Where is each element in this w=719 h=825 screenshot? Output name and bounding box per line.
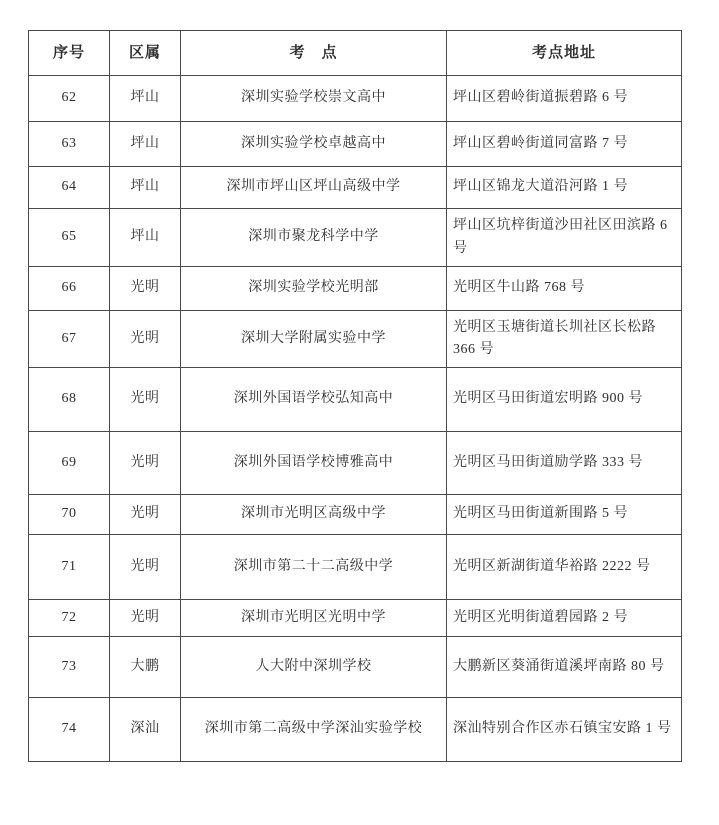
exam-site-cell: 深圳市光明区高级中学: [181, 495, 447, 535]
header-district: 区属: [110, 31, 181, 76]
row-number-cell: 70: [29, 495, 110, 535]
district-cell: 光明: [110, 267, 181, 311]
table-row: [29, 368, 682, 432]
district-cell: 坪山: [110, 209, 181, 267]
table-row: [29, 495, 682, 535]
exam-site-address-cell: 坪山区坑梓街道沙田社区田滨路 6 号: [447, 209, 682, 267]
row-number-cell: 71: [29, 535, 110, 600]
row-number-cell: 68: [29, 368, 110, 432]
table-row: [29, 535, 682, 600]
header-site: 考 点: [181, 31, 447, 76]
table-row: [29, 122, 682, 167]
row-number-cell: 73: [29, 637, 110, 698]
row-number-cell: 69: [29, 432, 110, 495]
exam-site-address-cell: 光明区马田街道宏明路 900 号: [447, 368, 682, 432]
table-row: [29, 637, 682, 698]
table-header-row: [29, 31, 682, 76]
table-row: [29, 267, 682, 311]
exam-site-address-cell: 坪山区锦龙大道沿河路 1 号: [447, 167, 682, 209]
district-cell: 光明: [110, 600, 181, 637]
row-number-cell: 65: [29, 209, 110, 267]
exam-site-address-cell: 光明区马田街道新围路 5 号: [447, 495, 682, 535]
table-row: [29, 167, 682, 209]
exam-site-address-cell: 坪山区碧岭街道同富路 7 号: [447, 122, 682, 167]
district-cell: 坪山: [110, 122, 181, 167]
table-row: [29, 600, 682, 637]
district-cell: 光明: [110, 311, 181, 368]
table-row: [29, 432, 682, 495]
exam-site-cell: 深圳市光明区光明中学: [181, 600, 447, 637]
exam-sites-table: [28, 30, 682, 762]
row-number-cell: 64: [29, 167, 110, 209]
row-number-cell: 74: [29, 698, 110, 762]
exam-site-address-cell: 光明区光明街道碧园路 2 号: [447, 600, 682, 637]
district-cell: 光明: [110, 432, 181, 495]
exam-site-cell: 深圳实验学校崇文高中: [181, 76, 447, 122]
district-cell: 坪山: [110, 76, 181, 122]
district-cell: 深汕: [110, 698, 181, 762]
row-number-cell: 62: [29, 76, 110, 122]
exam-site-address-cell: 大鹏新区葵涌街道溪坪南路 80 号: [447, 637, 682, 698]
table-row: [29, 76, 682, 122]
exam-site-cell: 深圳外国语学校弘知高中: [181, 368, 447, 432]
exam-site-cell: 深圳实验学校光明部: [181, 267, 447, 311]
district-cell: 光明: [110, 535, 181, 600]
table-row: [29, 311, 682, 368]
exam-site-cell: 深圳市第二十二高级中学: [181, 535, 447, 600]
exam-site-cell: 深圳市第二高级中学深汕实验学校: [181, 698, 447, 762]
district-cell: 光明: [110, 495, 181, 535]
header-address: 考点地址: [447, 31, 682, 76]
exam-site-address-cell: 光明区牛山路 768 号: [447, 267, 682, 311]
table-body: [29, 76, 682, 762]
district-cell: 坪山: [110, 167, 181, 209]
exam-site-address-cell: 光明区新湖街道华裕路 2222 号: [447, 535, 682, 600]
exam-site-address-cell: 坪山区碧岭街道振碧路 6 号: [447, 76, 682, 122]
exam-site-cell: 人大附中深圳学校: [181, 637, 447, 698]
exam-site-cell: 深圳实验学校卓越高中: [181, 122, 447, 167]
exam-site-cell: 深圳市坪山区坪山高级中学: [181, 167, 447, 209]
header-no: 序号: [29, 31, 110, 76]
district-cell: 光明: [110, 368, 181, 432]
exam-site-address-cell: 光明区马田街道励学路 333 号: [447, 432, 682, 495]
exam-site-cell: 深圳外国语学校博雅高中: [181, 432, 447, 495]
row-number-cell: 66: [29, 267, 110, 311]
row-number-cell: 67: [29, 311, 110, 368]
table-row: [29, 209, 682, 267]
row-number-cell: 63: [29, 122, 110, 167]
district-cell: 大鹏: [110, 637, 181, 698]
table-row: [29, 698, 682, 762]
row-number-cell: 72: [29, 600, 110, 637]
exam-site-address-cell: 光明区玉塘街道长圳社区长松路 366 号: [447, 311, 682, 368]
exam-site-cell: 深圳市聚龙科学中学: [181, 209, 447, 267]
exam-site-address-cell: 深汕特别合作区赤石镇宝安路 1 号: [447, 698, 682, 762]
exam-site-cell: 深圳大学附属实验中学: [181, 311, 447, 368]
